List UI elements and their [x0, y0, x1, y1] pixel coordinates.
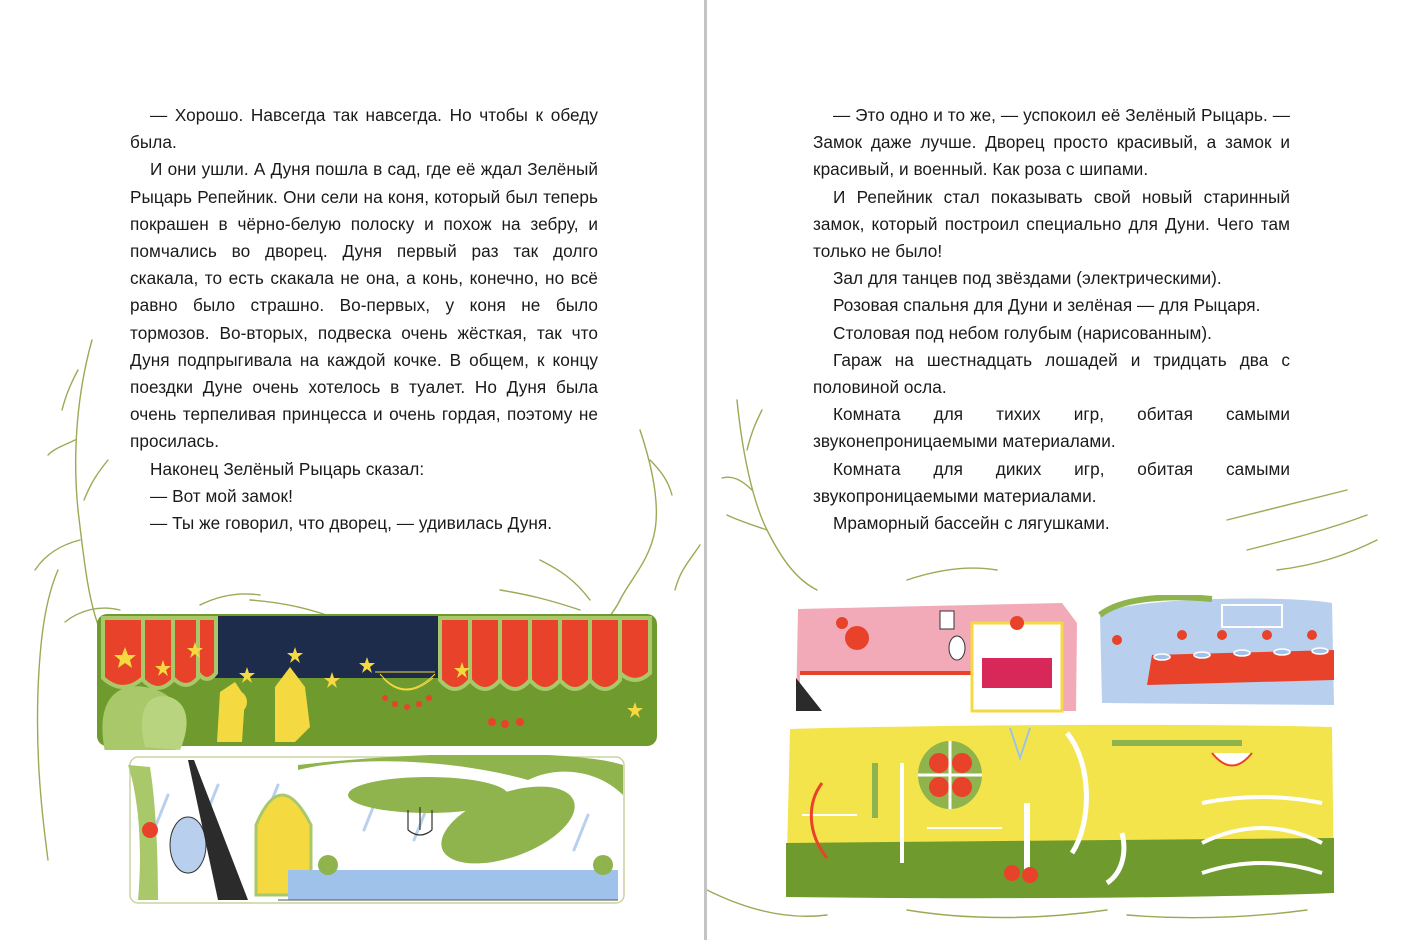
paragraph: Гараж на шестнадцать лошадей и тридцать два с половиной осла. [813, 349, 1290, 398]
paragraph: Розовая спальня для Дуни и зелёная — для Рыцаря. [833, 295, 1261, 316]
paragraph: — Хорошо. Навсегда так навсегда. Но чтобы к обеду была. [130, 105, 598, 153]
pool-illustration [128, 755, 626, 905]
paragraph: Столовая под небом голубым (нарисованным). [833, 322, 1212, 343]
armory-illustration [782, 723, 1337, 901]
right-page [707, 0, 1410, 940]
bedroom-illustration [792, 603, 1080, 715]
paragraph: Мраморный бассейн с лягушками. [833, 513, 1110, 534]
dining-room-illustration [1092, 595, 1337, 710]
paragraph: И они ушли. А Дуня пошла в сад, где её ждал Зелёный Рыцарь Репейник. Они сели на коня, который был теперь покрашен в чёрно-белую полоску и похож на зебру, и помчались во дворец. Дуня первый раз так долго скакала, то есть скакала не она, а конь, конечно, но всё равно было страшно. Во-первых, у коня не было тормозов. Во-вторых, подвеска очень жёсткая, так что Дуня подпрыгивала на каждой кочке. В общем, к концу поездки Дуне очень хотелось в туалет. Но Дуня была очень терпеливая принцесса и очень гордая, поэтому не просилась. [130, 159, 598, 452]
paragraph: И Репейник стал показывать свой новый старинный замок, который построил специально для Дуни. Чего там только не было! [813, 186, 1290, 262]
paragraph: Зал для танцев под звёздами (электрическими). [833, 268, 1222, 289]
paragraph: Комната для диких игр, обитая самыми звукопроницаемыми материалами. [813, 458, 1290, 506]
paragraph: — Вот мой замок! [150, 485, 293, 506]
ballroom-illustration [95, 612, 660, 750]
paragraph: — Это одно и то же, — успокоил её Зелёный Рыцарь. — Замок даже лучше. Дворец просто красивый, а замок и красивый, и военный. Как роза с шипами. [813, 105, 1290, 180]
paragraph: Наконец Зелёный Рыцарь сказал: [150, 458, 425, 479]
paragraph: — Ты же говорил, что дворец, — удивилась Дуня. [150, 513, 553, 534]
paragraph: Комната для тихих игр, обитая самыми звуконепроницаемыми материалами. [813, 404, 1290, 452]
